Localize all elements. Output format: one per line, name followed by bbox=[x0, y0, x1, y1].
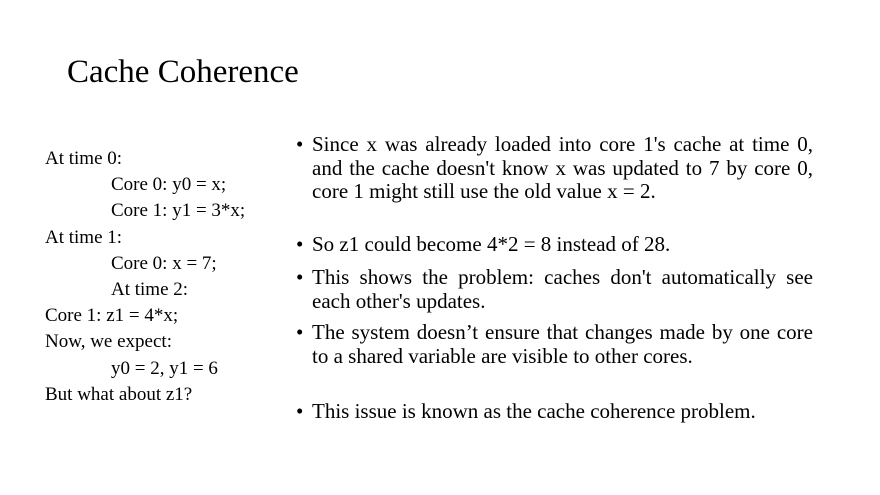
bullet-icon: • bbox=[296, 399, 304, 423]
left-line: At time 1: bbox=[45, 226, 123, 248]
bullet-item bbox=[296, 133, 813, 204]
left-line: At time 2: bbox=[111, 278, 189, 300]
slide-title: Cache Coherence bbox=[67, 54, 299, 90]
bullet-item bbox=[296, 400, 813, 424]
left-line: Core 0: x = 7; bbox=[111, 252, 217, 274]
bullet-item bbox=[296, 233, 813, 257]
left-line: y0 = 2, y1 = 6 bbox=[111, 357, 218, 379]
bullet-icon: • bbox=[296, 320, 304, 344]
left-line: Core 1: z1 = 4*x; bbox=[45, 305, 179, 327]
left-line: Now, we expect: bbox=[45, 331, 172, 353]
bullet-icon: • bbox=[296, 132, 304, 156]
left-line: Core 1: y1 = 3*x; bbox=[111, 200, 246, 222]
left-line: At time 0: bbox=[45, 148, 123, 169]
bullet-icon: • bbox=[296, 232, 304, 256]
left-line: Core 0: y0 = x; bbox=[111, 174, 227, 196]
bullet-text: So z1 could become 4*2 = 8 instead of 28. bbox=[312, 232, 671, 256]
example-code-block bbox=[45, 146, 245, 408]
left-line: But what about z1? bbox=[45, 383, 193, 405]
bullet-text: This issue is known as the cache coherence problem. bbox=[312, 399, 756, 423]
bullet-text: The system doesn’t ensure that changes made by one core to a shared variable are visible to other cores. bbox=[312, 320, 813, 368]
bullet-text: This shows the problem: caches don't automatically see each other's updates. bbox=[312, 265, 813, 313]
bullet-item bbox=[296, 266, 813, 313]
bullet-item bbox=[296, 321, 813, 368]
bullet-icon: • bbox=[296, 265, 304, 289]
bullet-text: Since x was already loaded into core 1's cache at time 0, and the cache doesn't know x was updated to 7 by core 0, core 1 might still use the old value x = 2. bbox=[312, 132, 813, 203]
